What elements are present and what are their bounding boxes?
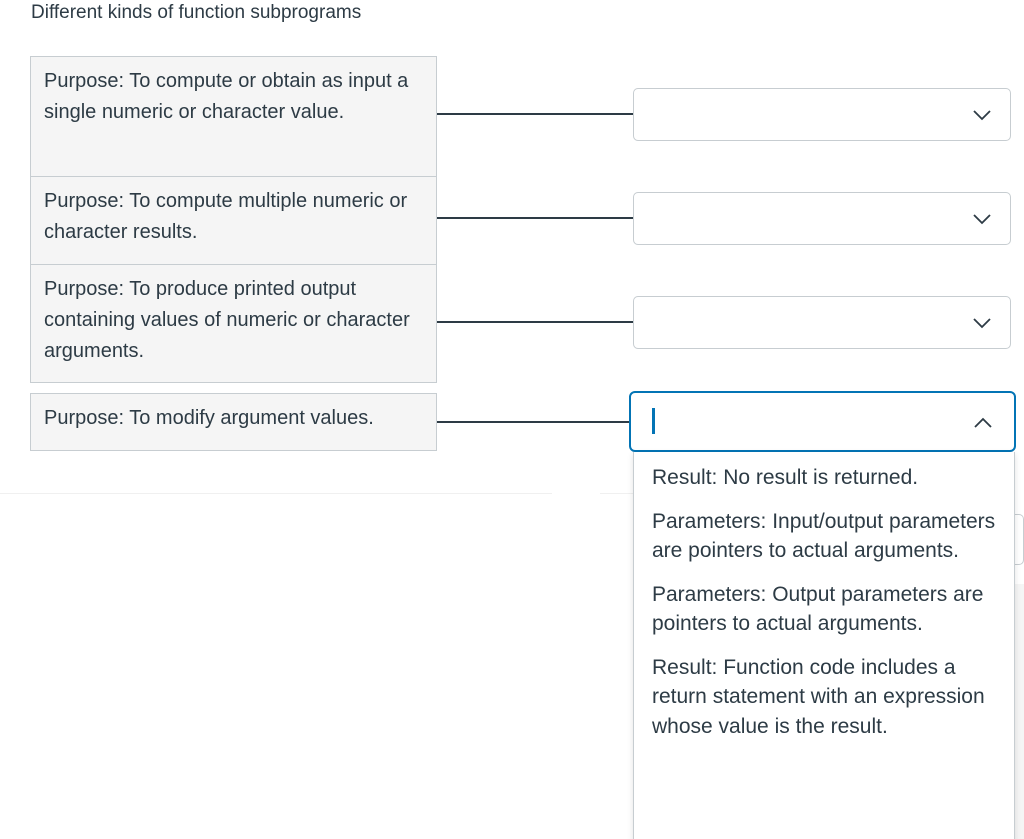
prompt-item: Purpose: To compute or obtain as input a single numeric or character value. [30, 56, 437, 177]
dropdown-option[interactable]: Result: Function code includes a return statement with an expression whose value is the result. [652, 655, 985, 738]
chevron-down-icon [972, 209, 992, 229]
answer-select-3[interactable] [633, 296, 1011, 349]
dropdown-option[interactable]: Parameters: Input/output parameters are pointers to actual arguments. [652, 509, 996, 562]
chevron-down-icon [972, 313, 992, 333]
dropdown-menu [633, 452, 1015, 839]
chevron-down-icon [972, 105, 992, 125]
answer-select-2[interactable] [633, 192, 1011, 245]
dropdown-option[interactable]: Result: No result is returned. [652, 466, 919, 489]
prompt-item: Purpose: To compute multiple numeric or character results. [30, 176, 437, 265]
answer-select-4[interactable] [629, 391, 1016, 452]
connector-line [437, 113, 633, 115]
question-title: Different kinds of function subprograms [31, 2, 362, 23]
background-divider [0, 493, 552, 494]
connector-line [437, 217, 633, 219]
connector-line [437, 321, 633, 323]
prompt-item: Purpose: To modify argument values. [30, 393, 437, 451]
answer-select-1[interactable] [633, 88, 1011, 141]
dropdown-option[interactable]: Parameters: Output parameters are pointers to actual arguments. [652, 582, 984, 635]
connector-line [437, 421, 633, 423]
chevron-up-icon [973, 413, 993, 433]
prompt-item: Purpose: To produce printed output containing values of numeric or character arguments. [30, 264, 437, 383]
text-cursor [652, 408, 655, 434]
